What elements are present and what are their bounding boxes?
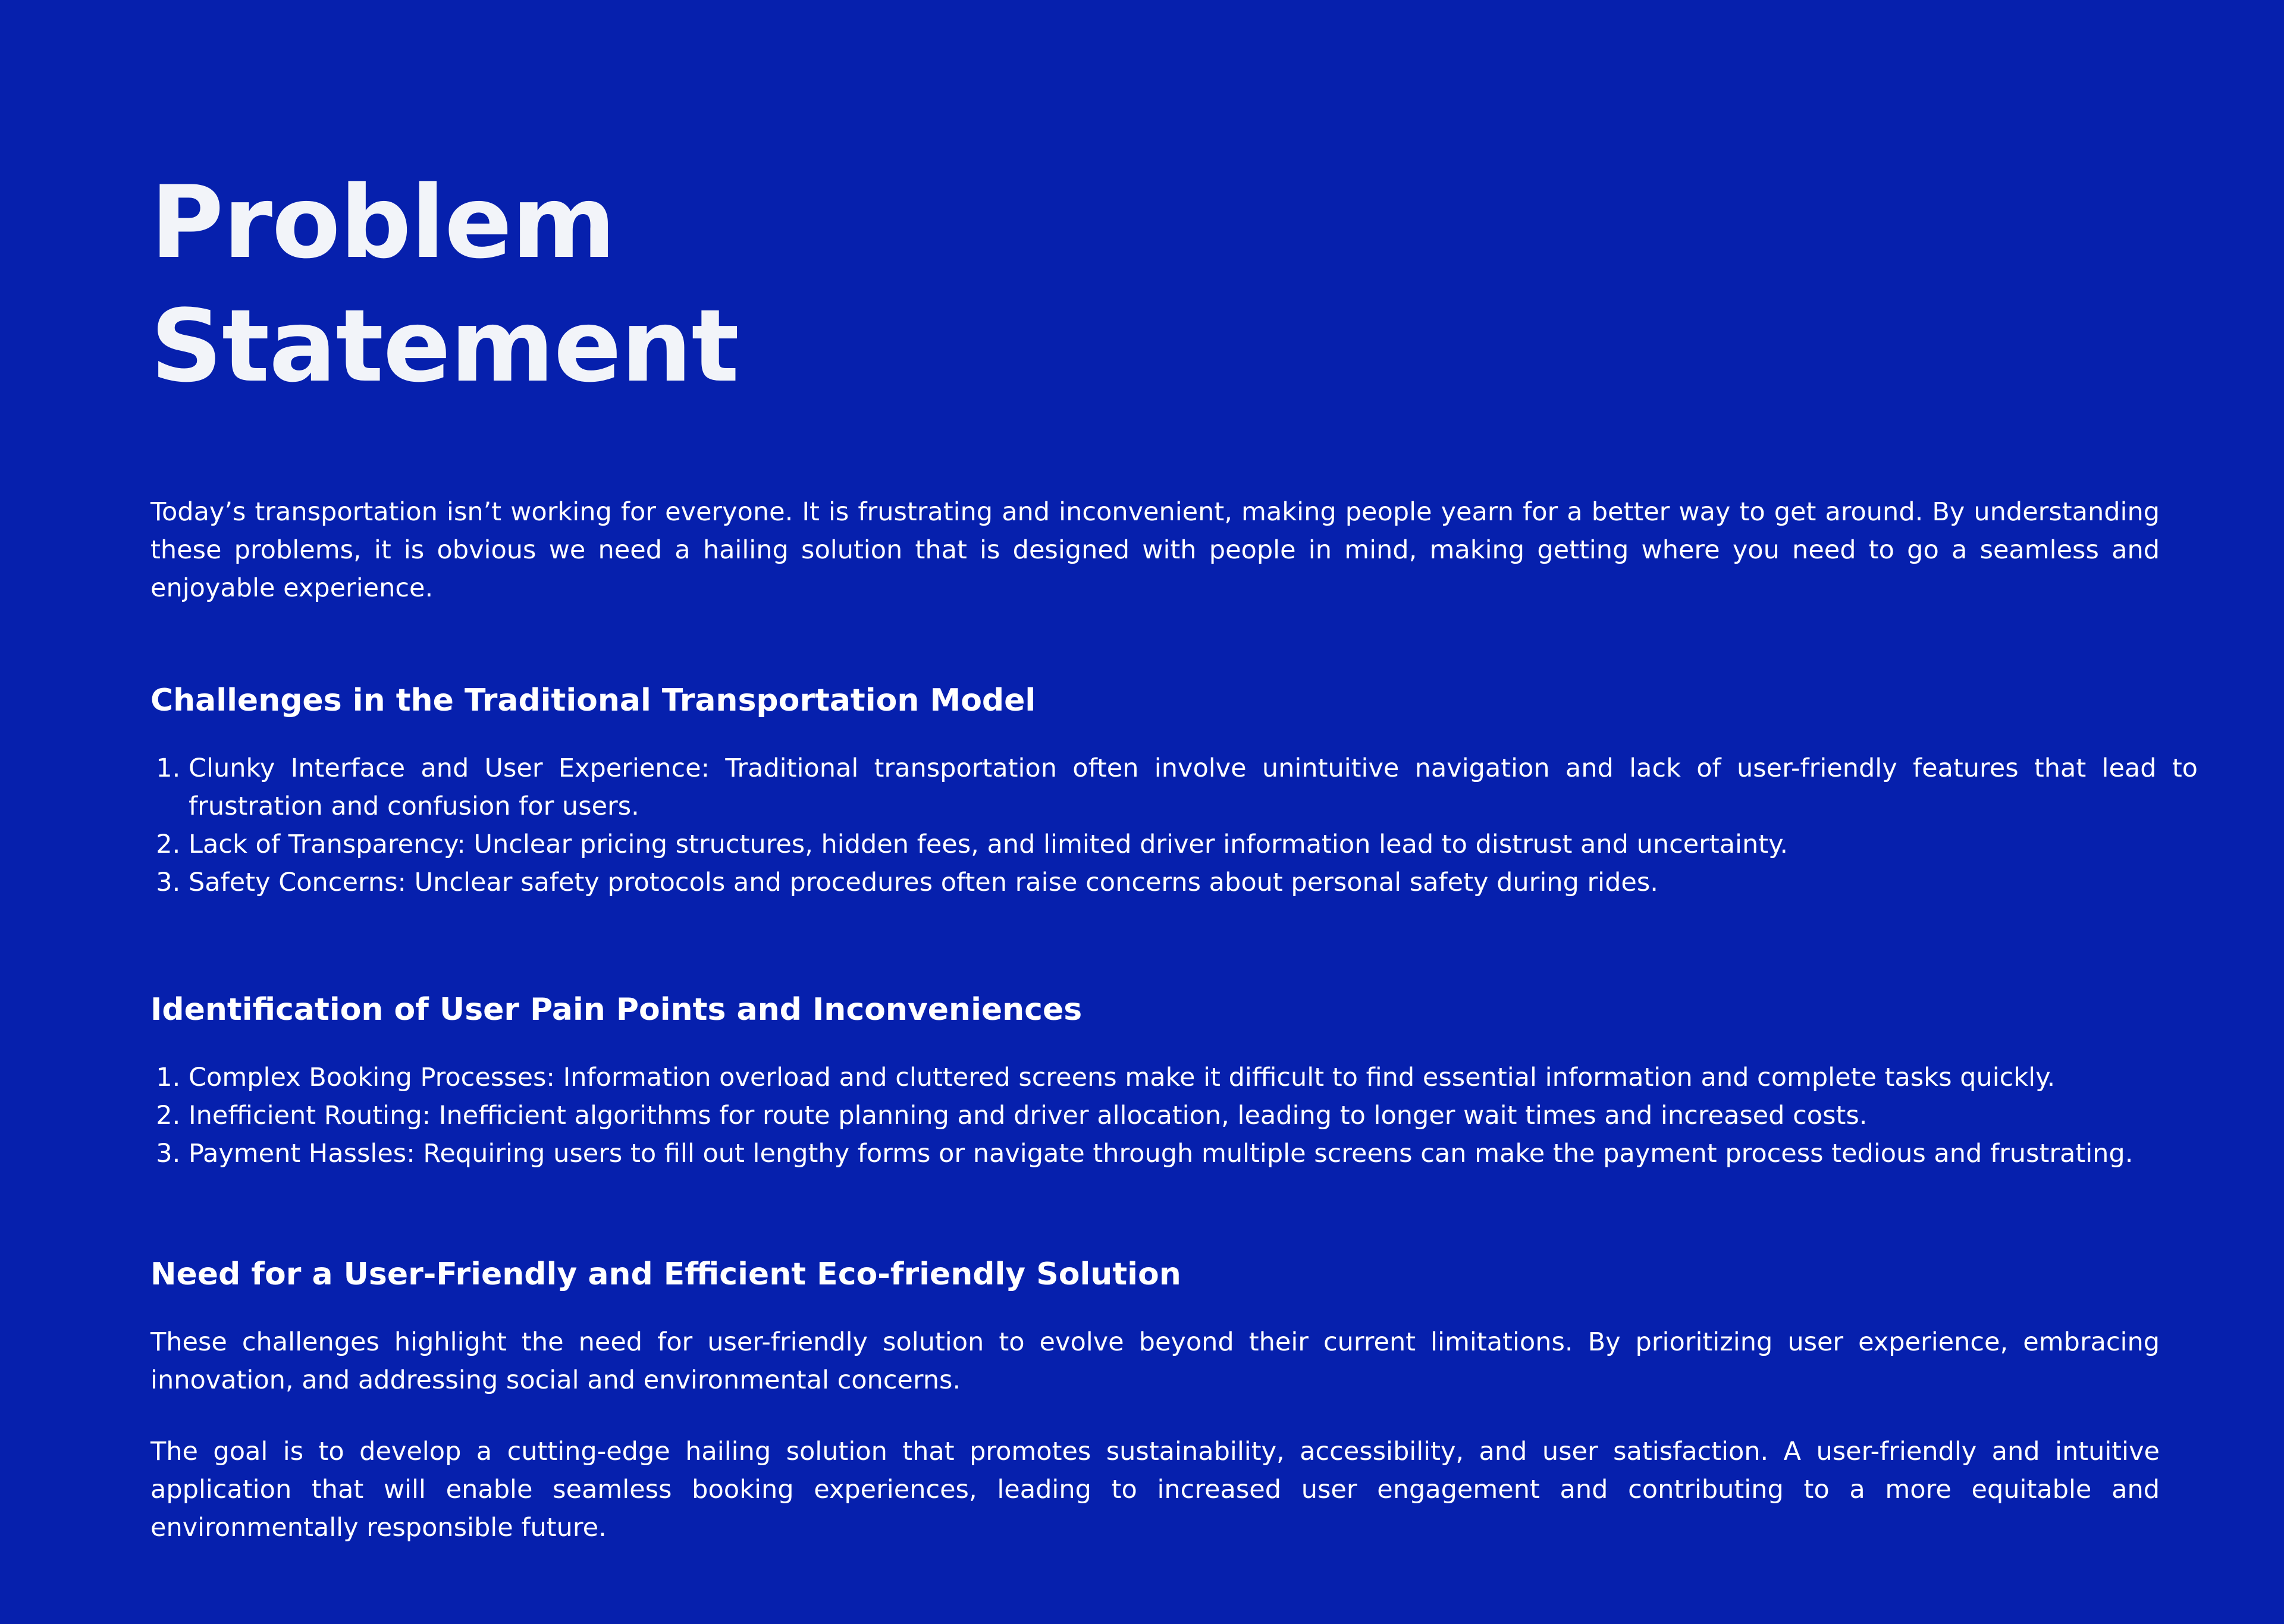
list-item: 1. Clunky Interface and User Experience: Traditional transportation often involve unintuitive navigation and lack of user-friendly features that lead to frustration and confusion for users. <box>189 749 2198 825</box>
need-paragraph-2: The goal is to develop a cutting-edge hailing solution that promotes sustainability, accessibility, and user satisfaction. A user-friendly and intuitive application that will enable seamless booking experiences, leading to increased user engagement and contributing to a more equitable and environmentally responsible future. <box>150 1437 2160 1543</box>
pain-points-list <box>150 1058 2198 1173</box>
need-paragraph-1: These challenges highlight the need for user-friendly solution to evolve beyond their current limitations. By prioritizing user experience, embracing innovation, and addressing social and environmental concerns. <box>150 1327 2160 1395</box>
challenges-list <box>150 749 2198 901</box>
page-title-line-1: Problem <box>150 164 616 281</box>
page-title <box>150 161 2160 408</box>
page-title-line-2: Statement <box>150 288 739 404</box>
list-item: 1. Complex Booking Processes: Information overload and cluttered screens make it difficult to find essential information and complete tasks quickly. <box>189 1058 2198 1097</box>
content <box>150 161 2198 1543</box>
list-item: 2. Lack of Transparency: Unclear pricing structures, hidden fees, and limited driver information lead to distrust and uncertainty. <box>189 825 2198 863</box>
list-item: 3. Payment Hassles: Requiring users to fill out lengthy forms or navigate through multiple screens can make the payment process tedious and frustrating. <box>189 1135 2198 1173</box>
challenges-heading: Challenges in the Traditional Transportation Model <box>150 683 1036 718</box>
pain-points-heading: Identification of User Pain Points and Inconveniences <box>150 992 1083 1028</box>
list-item: 2. Inefficient Routing: Inefficient algorithms for route planning and driver allocation, leading to longer wait times and increased costs. <box>189 1097 2198 1135</box>
list-item: 3. Safety Concerns: Unclear safety protocols and procedures often raise concerns about personal safety during rides. <box>189 863 2198 901</box>
intro-paragraph: Today’s transportation isn’t working for everyone. It is frustrating and inconvenient, making people yearn for a better way to get around. By understanding these problems, it is obvious we need a hailing solution that is designed with people in mind, making getting where you need to go a seamless and enjoyable experience. <box>150 497 2160 603</box>
need-heading: Need for a User-Friendly and Efficient Eco-friendly Solution <box>150 1257 1181 1292</box>
